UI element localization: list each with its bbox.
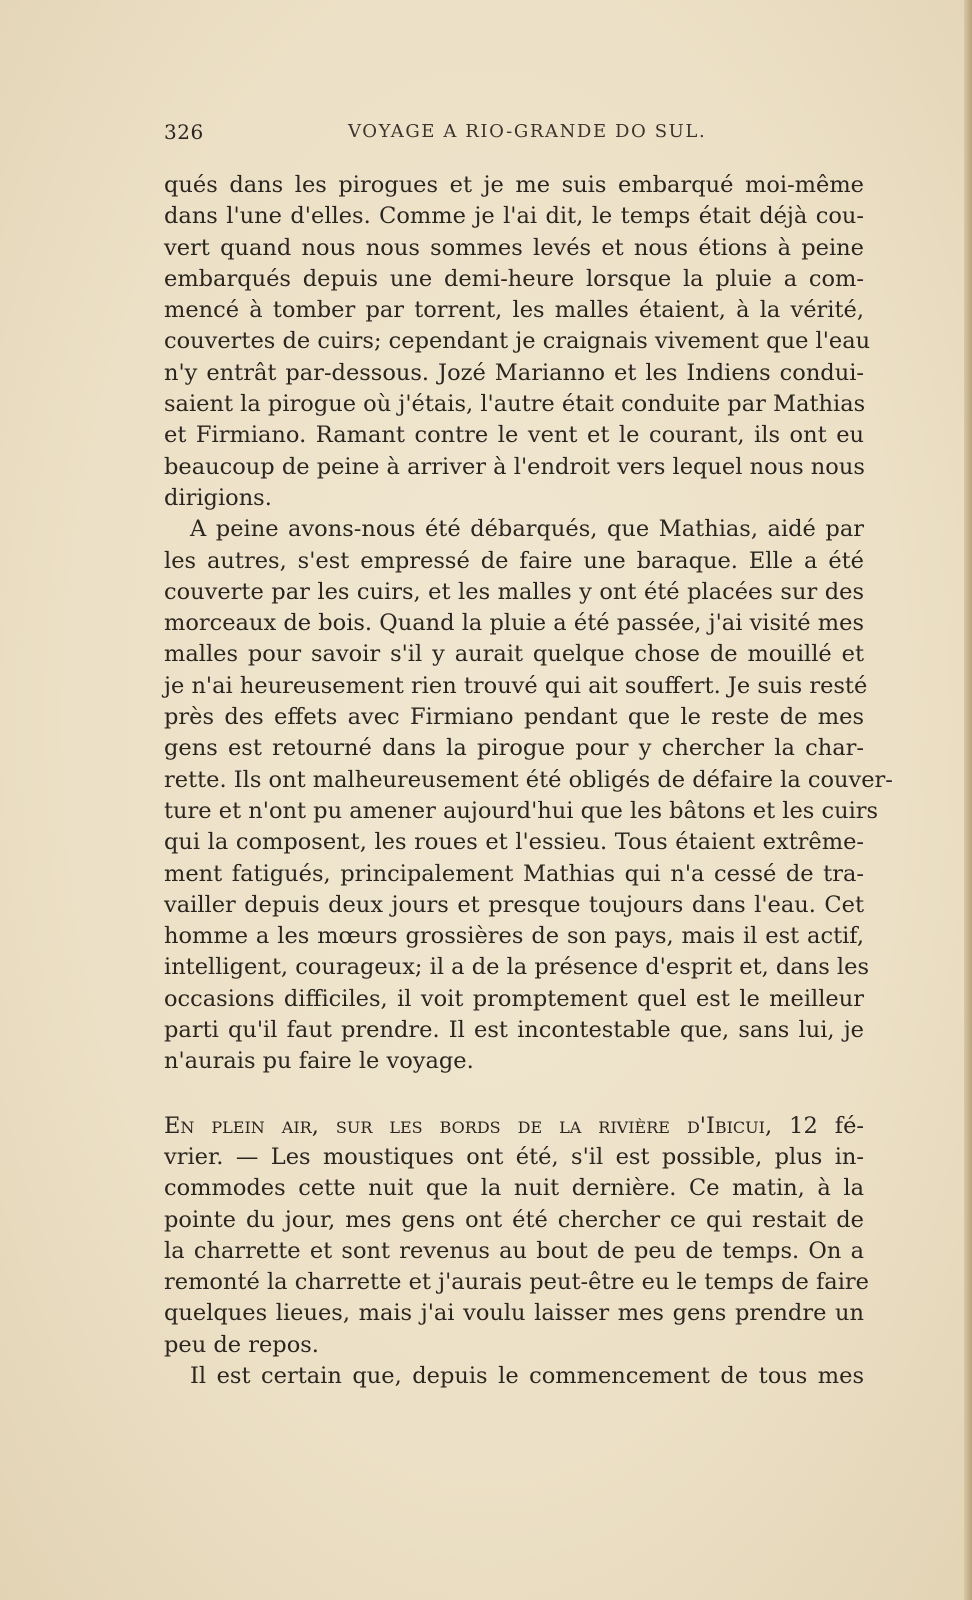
text-line: homme a les mœurs grossières de son pays, mais il est actif, [164, 923, 864, 950]
text-line: beaucoup de peine à arriver à l'endroit vers lequel nous nous [164, 453, 865, 480]
text-line: parti qu'il faut prendre. Il est incontestable que, sans lui, je [164, 1017, 864, 1044]
text-line: dirigions. [164, 484, 272, 511]
page-header [164, 120, 864, 150]
text-line: ture et n'ont pu amener aujourd'hui que les bâtons et les cuirs [164, 797, 879, 824]
text-line: commodes cette nuit que la nuit dernière. Ce matin, à la [164, 1175, 864, 1202]
text-line: quelques lieues, mais j'ai voulu laisser mes gens prendre un [164, 1300, 864, 1327]
paragraph [164, 170, 871, 514]
text-line: peu de repos. [164, 1331, 319, 1358]
text-line: mencé à tomber par torrent, les malles étaient, à la vérité, [164, 297, 864, 324]
dated-entry [164, 1111, 869, 1361]
page-edge [964, 0, 972, 1600]
text-line: n'aurais pu faire le voyage. [164, 1048, 474, 1075]
entry-date: 12 fé- [789, 1112, 864, 1139]
text-line: les autres, s'est empressé de faire une baraque. Elle a été [164, 547, 864, 574]
entry-heading-line [164, 1111, 864, 1142]
body-text [164, 170, 893, 1392]
text-line: couverte par les cuirs, et les malles y ont été placées sur des [164, 578, 864, 605]
page-number: 326 [164, 120, 204, 144]
text-line: vailler depuis deux jours et presque toujours dans l'eau. Cet [164, 891, 864, 918]
text-line: A peine avons-nous été débarqués, que Mathias, aidé par [190, 516, 864, 543]
text-line: qués dans les pirogues et je me suis embarqué moi-même [164, 172, 864, 198]
text-line: morceaux de bois. Quand la pluie a été passée, j'ai visité mes [164, 610, 864, 637]
running-title: VOYAGE A RIO-GRANDE DO SUL. [348, 121, 707, 142]
text-line: et Firmiano. Ramant contre le vent et le courant, ils ont eu [164, 422, 864, 449]
text-line: embarqués depuis une demi-heure lorsque la pluie a com- [164, 265, 864, 292]
text-line: Il est certain que, depuis le commencement de tous mes [190, 1362, 864, 1389]
text-line: vrier. — Les moustiques ont été, s'il est possible, plus in- [164, 1143, 864, 1170]
text-line: pointe du jour, mes gens ont été chercher ce qui restait de [164, 1206, 864, 1233]
text-line: je n'ai heureusement rien trouvé qui ait souffert. Je suis resté [164, 672, 868, 699]
text-line: intelligent, courageux; il a de la présence d'esprit et, dans les [164, 954, 869, 981]
text-line: malles pour savoir s'il y aurait quelque chose de mouillé et [164, 641, 864, 668]
text-line: saient la pirogue où j'étais, l'autre était conduite par Mathias [164, 391, 866, 418]
text-line: la charrette et sont revenus au bout de peu de temps. On a [164, 1237, 864, 1264]
text-line: vert quand nous nous sommes levés et nous étions à peine [164, 234, 864, 261]
text-line: rette. Ils ont malheureusement été obligés de défaire la couver- [164, 766, 893, 793]
text-line: près des effets avec Firmiano pendant que le reste de mes [164, 704, 864, 731]
text-line: gens est retourné dans la pirogue pour y chercher la char- [164, 735, 864, 762]
section-gap [164, 1078, 864, 1111]
text-line: ment fatigués, principalement Mathias qui n'a cessé de tra- [164, 860, 864, 887]
text-line: occasions difficiles, il voit promptement quel est le meilleur [164, 985, 864, 1012]
text-line: qui la composent, les roues et l'essieu. Tous étaient extrême- [164, 829, 864, 856]
text-line: n'y entrât par-dessous. Jozé Marianno et les Indiens condui- [164, 359, 864, 386]
paragraph [164, 1361, 864, 1392]
text-line: remonté la charrette et j'aurais peut-être eu le temps de faire [164, 1269, 869, 1296]
entry-heading: En plein air, sur les bords de la rivière d'Ibicui, [164, 1112, 773, 1139]
text-line: couvertes de cuirs; cependant je craignais vivement que l'eau [164, 328, 871, 355]
text-line: dans l'une d'elles. Comme je l'ai dit, le temps était déjà cou- [164, 203, 864, 230]
paragraph [164, 514, 893, 1077]
